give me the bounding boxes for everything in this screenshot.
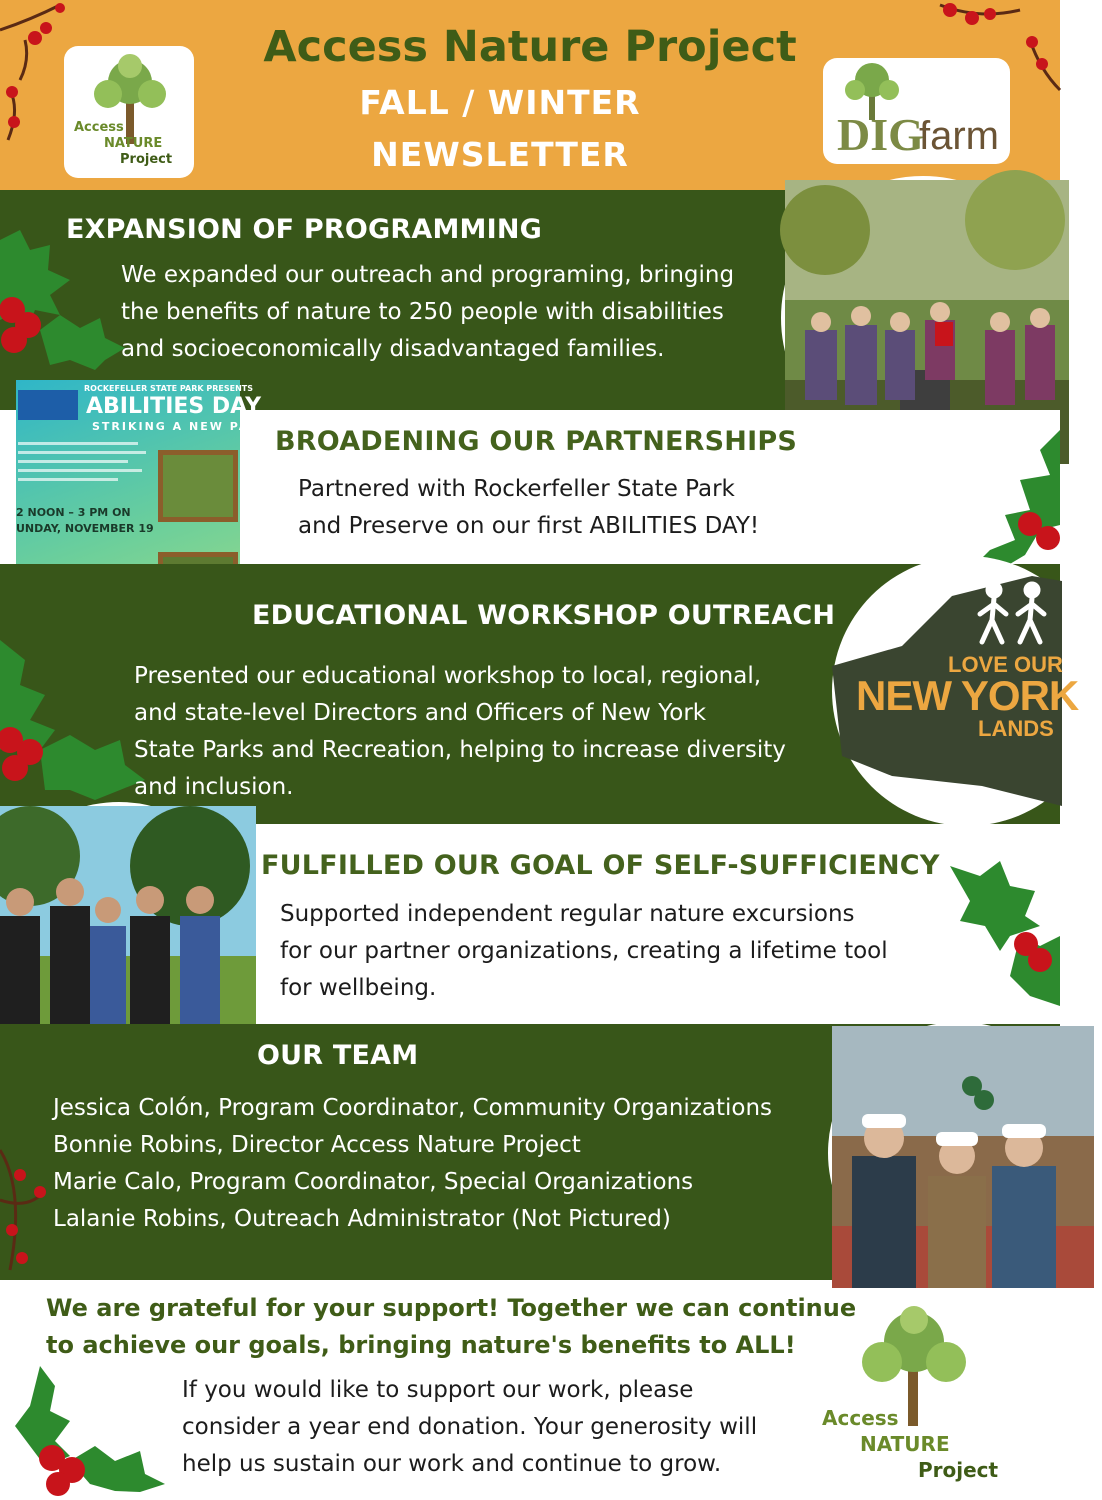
selfsufficiency-line: Supported independent regular nature excursions	[280, 901, 855, 927]
workshop-line: and state-level Directors and Officers of New York	[134, 700, 707, 726]
team-member: Jessica Colón, Program Coordinator, Community Organizations	[53, 1095, 773, 1121]
team-photo	[828, 1022, 1090, 1284]
partnerships-heading: BROADENING OUR PARTNERSHIPS	[275, 426, 797, 457]
flyer-date: UNDAY, NOVEMBER 19	[16, 522, 154, 535]
workshop-body	[134, 658, 786, 806]
access-nature-logo	[64, 46, 194, 178]
digfarm-logo-farm: farm	[919, 114, 999, 158]
flyer-photo-frame-1	[158, 450, 238, 522]
holly-icon	[0, 640, 150, 810]
expansion-body	[121, 257, 734, 368]
lands-text: LANDS	[978, 716, 1054, 741]
thanks-line: to achieve our goals, bringing nature's benefits to ALL!	[46, 1331, 796, 1359]
workshop-heading: EDUCATIONAL WORKSHOP OUTREACH	[252, 600, 836, 631]
holly-icon	[940, 856, 1060, 1006]
flyer-tagline: STRIKING A NEW PATH	[92, 420, 270, 433]
newsletter-title: Access Nature Project	[263, 22, 797, 72]
logo-word-nature: NATURE	[860, 1432, 950, 1456]
partnerships-line: and Preserve on our first ABILITIES DAY!	[298, 513, 760, 539]
partnerships-line: Partnered with Rockerfeller State Park	[298, 476, 735, 502]
selfsufficiency-line: for wellbeing.	[280, 975, 437, 1001]
logo-word-nature: NATURE	[104, 136, 163, 151]
expansion-heading: EXPANSION OF PROGRAMMING	[66, 214, 543, 245]
selfsufficiency-heading: FULFILLED OUR GOAL OF SELF-SUFFICIENCY	[261, 850, 940, 881]
flyer-time: 2 NOON – 3 PM ON	[16, 506, 131, 519]
donation-appeal	[182, 1372, 757, 1483]
selfsufficiency-line: for our partner organizations, creating a lifetime tool	[280, 938, 888, 964]
partnerships-body	[298, 471, 759, 545]
logo-word-project: Project	[918, 1458, 999, 1482]
team-photo-art	[832, 1026, 1094, 1288]
donation-line: help us sustain our work and continue to grow.	[182, 1451, 722, 1477]
digfarm-logo	[823, 58, 1010, 164]
ny-parks-badge	[18, 390, 78, 420]
team-list	[53, 1090, 772, 1238]
donation-line: If you would like to support our work, please	[182, 1377, 694, 1403]
workshop-line: and inclusion.	[134, 774, 294, 800]
berry-sprig-icon	[0, 1130, 60, 1280]
flyer-headline: ABILITIES DAY	[86, 394, 262, 419]
team-member: Bonnie Robins, Director Access Nature Project	[53, 1132, 581, 1158]
workshop-line: State Parks and Recreation, helping to increase diversity	[134, 737, 786, 763]
newsletter-subtitle-season: FALL / WINTER	[359, 83, 641, 122]
selfsufficiency-body	[280, 896, 888, 1007]
expansion-line: the benefits of nature to 250 people with disabilities	[121, 299, 724, 325]
love-our-text: LOVE OUR	[948, 652, 1063, 677]
team-member: Marie Calo, Program Coordinator, Special Organizations	[53, 1169, 694, 1195]
hikers-icon	[972, 580, 1062, 650]
team-member: Lalanie Robins, Outreach Administrator (Not Pictured)	[53, 1206, 671, 1232]
logo-word-access: Access	[822, 1406, 899, 1430]
expansion-line: and socioeconomically disadvantaged families.	[121, 336, 665, 362]
new-york-text: NEW YORK	[856, 672, 1079, 719]
digfarm-logo-dig: DIG	[837, 109, 924, 160]
love-our-ny-lands-badge	[832, 556, 1102, 826]
holly-icon	[10, 1366, 170, 1496]
logo-word-project: Project	[120, 152, 173, 167]
workshop-line: Presented our educational workshop to local, regional,	[134, 663, 762, 689]
expansion-line: We expanded our outreach and programing, bringing	[121, 262, 735, 288]
team-heading: OUR TEAM	[257, 1040, 419, 1071]
access-nature-logo-footer	[820, 1306, 1010, 1496]
donation-line: consider a year end donation. Your generosity will	[182, 1414, 758, 1440]
logo-word-access: Access	[74, 120, 124, 135]
flyer-presenter: ROCKEFELLER STATE PARK PRESENTS	[84, 384, 253, 393]
newsletter-subtitle-label: NEWSLETTER	[371, 135, 629, 174]
thanks-line: We are grateful for your support! Together we can continue	[46, 1294, 857, 1322]
